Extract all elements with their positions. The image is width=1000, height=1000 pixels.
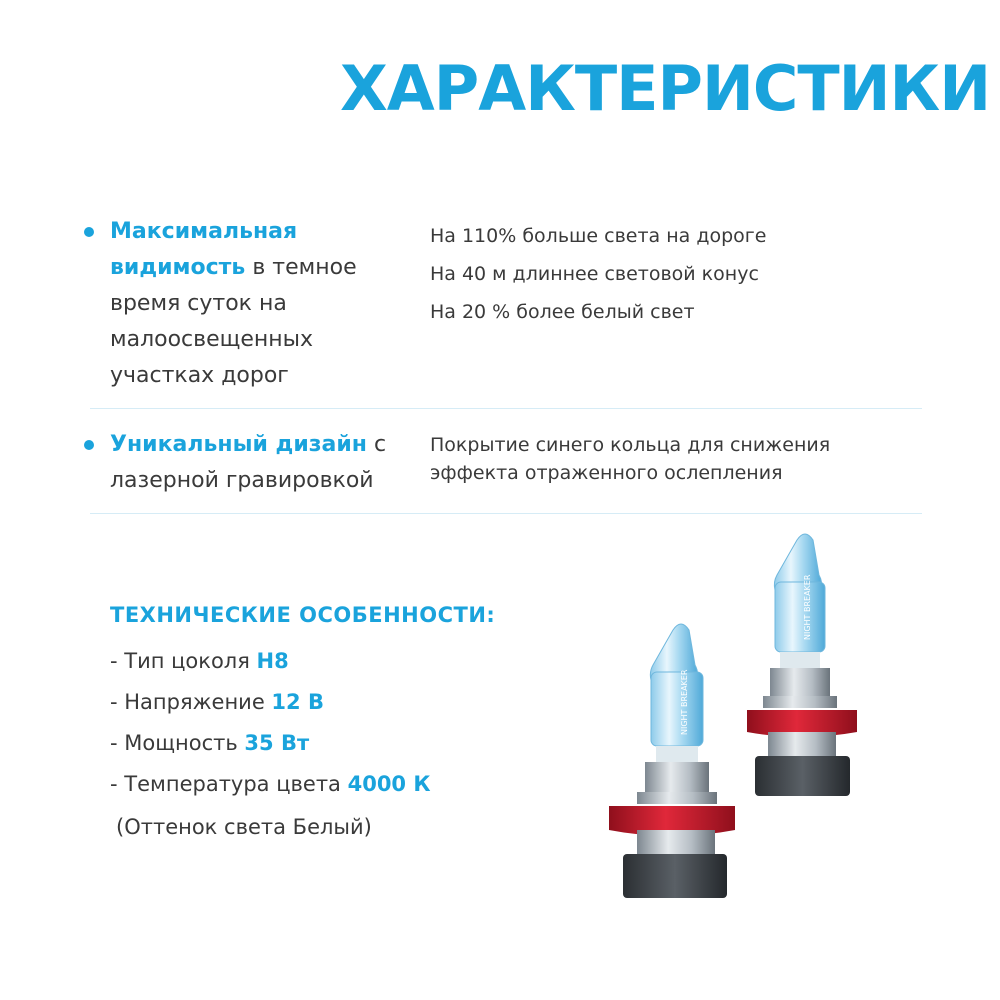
product-image-bulbs xyxy=(575,520,900,920)
feature-highlight: Уникальный дизайн xyxy=(110,432,367,457)
spec-row-power xyxy=(110,723,495,764)
bulb-back xyxy=(747,534,857,796)
spec-label: - Напряжение xyxy=(110,690,272,714)
page-title: ХАРАКТЕРИСТИКИ xyxy=(340,52,991,125)
spec-note: (Оттенок света Белый) xyxy=(116,815,372,839)
bulb-label-text: NIGHT BREAKER xyxy=(803,574,812,640)
bulb-label-text: NIGHT BREAKER xyxy=(680,669,689,735)
feature-description: в темное время суток на малоосвещенных участках дорог xyxy=(110,255,357,388)
spec-row-temperature xyxy=(110,764,495,805)
feature-text xyxy=(110,427,404,499)
feature-design xyxy=(84,427,404,499)
spec-value: H8 xyxy=(256,649,289,673)
benefit-item: На 110% больше света на дороге xyxy=(430,225,767,247)
benefit-item: На 20 % более белый свет xyxy=(430,301,695,323)
feature-text xyxy=(110,214,404,394)
spec-value: 35 Вт xyxy=(244,731,310,755)
bullet-dot xyxy=(84,227,94,237)
spec-row-base xyxy=(110,641,495,682)
feature-description: с лазерной гравировкой xyxy=(110,432,387,493)
tech-specs xyxy=(110,603,495,849)
divider xyxy=(90,408,922,409)
divider xyxy=(90,513,922,514)
spec-row-voltage xyxy=(110,682,495,723)
spec-value: 12 В xyxy=(271,690,324,714)
bullet-dot xyxy=(84,440,94,450)
tech-heading: ТЕХНИЧЕСКИЕ ОСОБЕННОСТИ: xyxy=(110,603,496,627)
bulb-front xyxy=(609,624,735,898)
benefit-item: На 40 м длиннее световой конус xyxy=(430,263,759,285)
spec-label: - Температура цвета xyxy=(110,772,348,796)
feature-visibility xyxy=(84,214,404,394)
feature-highlight: Максимальная видимость xyxy=(110,219,298,280)
benefit-design: Покрытие синего кольца для снижения эффекта отраженного ослепления xyxy=(430,434,831,484)
spec-value: 4000 К xyxy=(347,772,431,796)
spec-label: - Тип цоколя xyxy=(110,649,257,673)
spec-label: - Мощность xyxy=(110,731,245,755)
benefits-list-visibility xyxy=(430,222,766,336)
